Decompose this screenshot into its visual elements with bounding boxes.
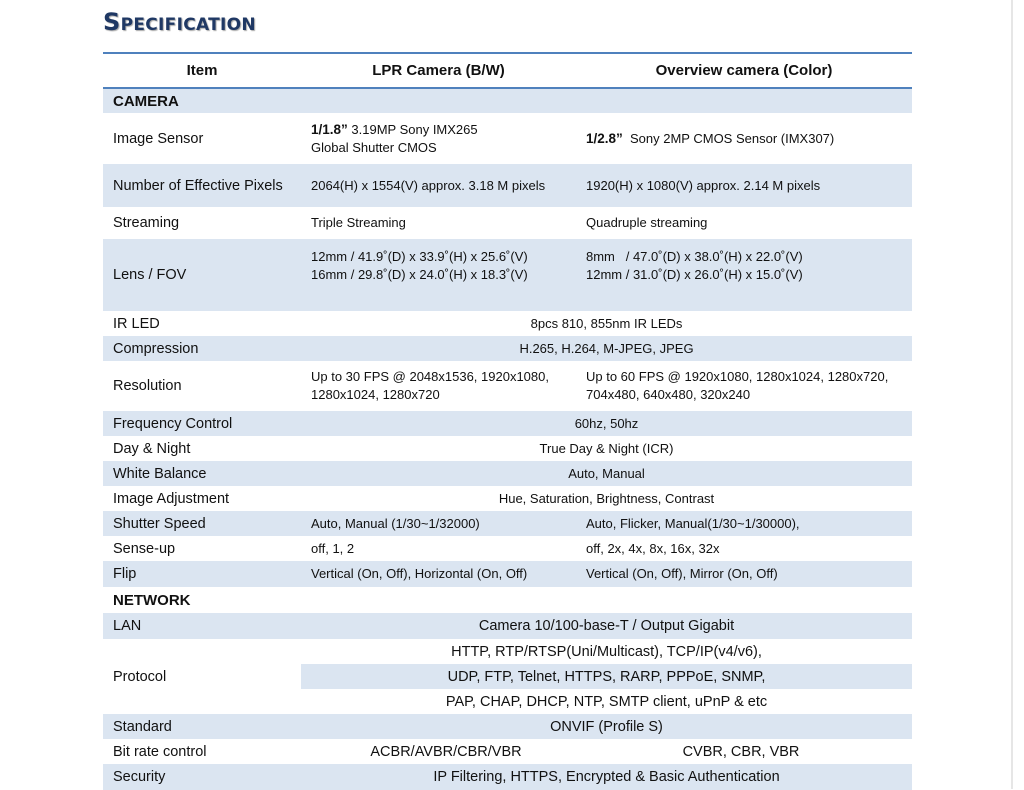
- shared-value: True Day & Night (ICR): [539, 440, 674, 456]
- row-label: Number of Effective Pixels: [113, 177, 283, 194]
- table-row: [103, 461, 912, 486]
- resolution-line: Up to 60 FPS @ 1920x1080, 1280x1024, 1280x720,: [586, 369, 889, 384]
- table-row: [103, 511, 912, 536]
- table-row: [103, 411, 912, 436]
- table-row: [103, 239, 912, 311]
- lens-option: 8mm / 47.0˚(D) x 38.0˚(H) x 22.0˚(V): [586, 249, 803, 264]
- lpr-value: [311, 239, 581, 284]
- row-label: White Balance: [113, 465, 207, 482]
- table-row: [103, 113, 912, 164]
- shared-value: Camera 10/100-base-T / Output Gigabit: [478, 618, 735, 634]
- protocol-line: UDP, FTP, Telnet, HTTPS, RARP, PPPoE, SNMP,: [301, 664, 912, 689]
- row-label: Protocol: [113, 668, 167, 685]
- table-row: [103, 714, 912, 739]
- sensor-model: Sony 2MP CMOS Sensor (IMX307): [622, 130, 835, 146]
- overview-value: Auto, Flicker, Manual(1/30~1/30000),: [586, 515, 800, 531]
- overview-value: Quadruple streaming: [586, 215, 708, 230]
- row-label: Compression: [113, 340, 199, 357]
- shared-value: IP Filtering, HTTPS, Encrypted & Basic Authentication: [433, 769, 780, 785]
- table-row: [103, 164, 912, 207]
- page-edge-rule: [1011, 0, 1013, 789]
- row-label: IR LED: [113, 315, 160, 332]
- row-label: Day & Night: [113, 440, 191, 457]
- lpr-value: ACBR/AVBR/CBR/VBR: [370, 743, 522, 760]
- overview-value: [586, 113, 906, 164]
- table-header: [103, 54, 912, 89]
- lpr-value: Triple Streaming: [311, 215, 406, 230]
- row-label: Frequency Control: [113, 415, 233, 432]
- spec-table: [103, 52, 912, 790]
- table-row: [103, 486, 912, 511]
- section-network: [103, 587, 912, 613]
- lpr-value: Auto, Manual (1/30~1/32000): [311, 515, 480, 531]
- resolution-line: 1280x1024, 1280x720: [311, 387, 440, 402]
- sensor-size: 1/2.8”: [586, 130, 623, 146]
- table-row: [103, 613, 912, 639]
- overview-value: CVBR, CBR, VBR: [682, 743, 800, 760]
- table-row: [103, 639, 912, 714]
- section-title: NETWORK: [113, 591, 191, 609]
- sensor-size: 1/1.8”: [311, 121, 348, 137]
- row-label: Resolution: [113, 378, 182, 394]
- section-title: CAMERA: [113, 92, 179, 110]
- row-label: Bit rate control: [113, 743, 207, 760]
- table-row: [103, 764, 912, 790]
- lpr-value: 2064(H) x 1554(V) approx. 3.18 M pixels: [311, 177, 546, 193]
- overview-value: 1920(H) x 1080(V) approx. 2.14 M pixels: [586, 177, 821, 193]
- row-label: Streaming: [113, 215, 180, 231]
- table-row: [103, 311, 912, 336]
- lpr-value: Vertical (On, Off), Horizontal (On, Off): [311, 566, 528, 581]
- header-item: Item: [186, 62, 218, 79]
- table-row: [103, 436, 912, 461]
- row-label: Sense-up: [113, 540, 176, 557]
- protocol-line: PAP, CHAP, DHCP, NTP, SMTP client, uPnP & etc: [445, 693, 768, 710]
- lpr-value: off, 1, 2: [311, 540, 355, 556]
- table-row: [103, 739, 912, 764]
- shared-value: 8pcs 810, 855nm IR LEDs: [530, 315, 683, 331]
- resolution-line: 704x480, 640x480, 320x240: [586, 387, 751, 402]
- table-row: [103, 336, 912, 361]
- row-label: Image Sensor: [113, 130, 204, 147]
- overview-value: off, 2x, 4x, 8x, 16x, 32x: [586, 540, 720, 556]
- lpr-value: [311, 113, 581, 164]
- section-camera: [103, 89, 912, 113]
- sensor-type: Global Shutter CMOS: [311, 139, 437, 155]
- overview-value: [586, 239, 906, 284]
- resolution-line: Up to 30 FPS @ 2048x1536, 1920x1080,: [311, 369, 549, 384]
- shared-value: ONVIF (Profile S): [550, 718, 663, 735]
- shared-value: 60hz, 50hz: [574, 415, 639, 431]
- row-label: Flip: [113, 566, 137, 582]
- table-row: [103, 361, 912, 411]
- table-row: [103, 207, 912, 239]
- table-row: [103, 561, 912, 587]
- shared-value: Hue, Saturation, Brightness, Contrast: [498, 490, 715, 506]
- lpr-value: [311, 361, 581, 411]
- lens-option: 12mm / 31.0˚(D) x 26.0˚(H) x 15.0˚(V): [586, 267, 803, 282]
- row-label: LAN: [113, 618, 142, 634]
- page-title: Specification: [103, 8, 256, 36]
- header-lpr-camera: LPR Camera (B/W): [372, 62, 505, 79]
- header-overview-camera: Overview camera (Color): [655, 62, 833, 79]
- row-label: Standard: [113, 718, 172, 735]
- overview-value: Vertical (On, Off), Mirror (On, Off): [586, 566, 778, 581]
- row-label: Image Adjustment: [113, 490, 230, 507]
- row-label: Security: [113, 769, 166, 785]
- protocol-line: HTTP, RTP/RTSP(Uni/Multicast), TCP/IP(v4/v6),: [451, 643, 762, 660]
- lens-option: 16mm / 29.8˚(D) x 24.0˚(H) x 18.3˚(V): [311, 267, 528, 282]
- lens-option: 12mm / 41.9˚(D) x 33.9˚(H) x 25.6˚(V): [311, 249, 528, 264]
- overview-value: [586, 361, 906, 411]
- row-label: Shutter Speed: [113, 515, 206, 532]
- shared-value: Auto, Manual: [568, 465, 645, 481]
- row-label: Lens / FOV: [113, 267, 187, 283]
- shared-value: H.265, H.264, M-JPEG, JPEG: [519, 340, 694, 356]
- table-row: [103, 536, 912, 561]
- sensor-model: 3.19MP Sony IMX265: [347, 121, 478, 137]
